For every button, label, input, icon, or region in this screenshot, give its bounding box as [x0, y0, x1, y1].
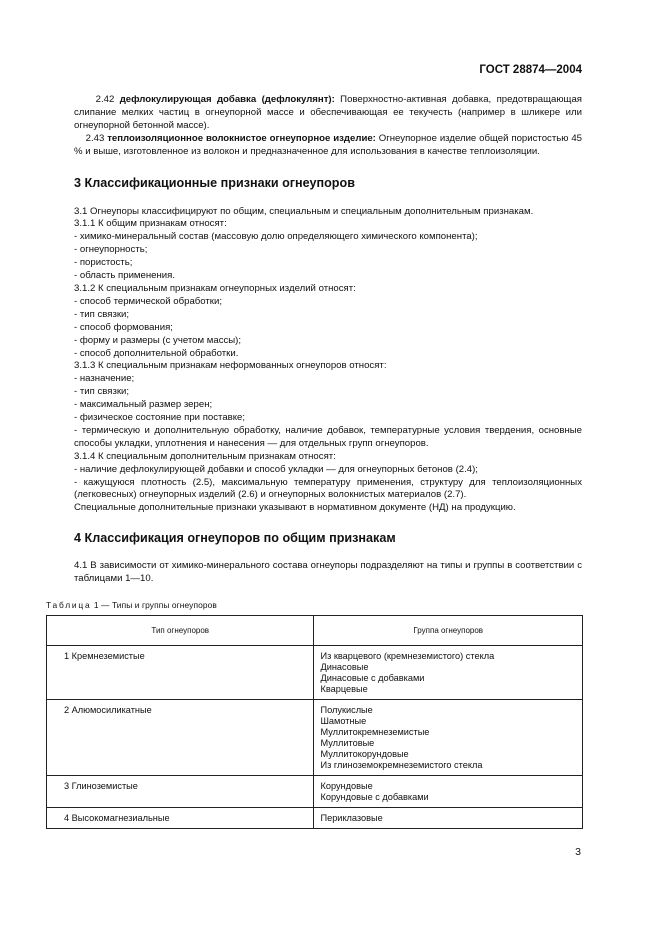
note-paragraph: Специальные дополнительные признаки указывают в нормативном документе (НД) на продукцию.: [74, 502, 516, 514]
clause-3-1-2: 3.1.2 К специальным признакам огнеупорных изделий относят:: [74, 282, 356, 294]
list-item: - тип связки;: [74, 308, 130, 320]
term: теплоизоляционное волокнистое огнеупорное изделие:: [107, 132, 376, 144]
table-row: [47, 646, 583, 700]
list-item: - кажущуюся плотность (2.5), максимальную температуру применения, структуру для теплоизоляционных (легковесных) огнеупорных изделий (2.6) и огнеупорных волокнистых материалов (2.7).: [74, 476, 582, 501]
definition-2-42: 2.42 дефлокулирующая добавка (дефлокулянт): Поверхностно-активная добавка, предотвращающая слипание мелких частиц в огнеупорной массе и обеспечивающая ее текучесть (например в шликере или огнеупорной бетонной массе).: [74, 94, 582, 131]
column-header: Группа огнеупоров: [314, 616, 583, 646]
section-3-title: 3 Классификационные признаки огнеупоров: [74, 175, 355, 190]
clause-3-1-1: 3.1.1 К общим признакам относят:: [74, 218, 227, 230]
list-item: - физическое состояние при поставке;: [74, 412, 246, 424]
table-header-row: [47, 616, 583, 646]
list-item: - химико-минеральный состав (массовую долю определяющего химического компонента);: [74, 231, 478, 243]
list-item: - область применения.: [74, 270, 176, 282]
clause-3-1-4: 3.1.4 К специальным дополнительным признакам относят:: [74, 450, 336, 462]
list-item: - огнеупорность;: [74, 244, 148, 256]
list-item: - максимальный размер зерен;: [74, 399, 213, 411]
clause-3-1-3: 3.1.3 К специальным признакам неформованных огнеупоров относят:: [74, 360, 387, 372]
table-row: [47, 808, 583, 829]
page-content: [46, 94, 582, 829]
list-item: - форму и размеры (с учетом массы);: [74, 334, 242, 346]
list-item: - наличие дефлокулирующей добавки и способ укладки — для огнеупорных бетонов (2.4);: [74, 463, 478, 475]
type-cell: 4 Высокомагнезиальные: [47, 808, 314, 829]
group-cell: Корундовые Корундовые с добавками: [314, 776, 583, 808]
refractory-types-table: [46, 615, 583, 829]
type-cell: 1 Кремнеземистые: [47, 646, 314, 700]
type-cell: 3 Глиноземистые: [47, 776, 314, 808]
list-item: - назначение;: [74, 373, 135, 385]
page-number: 3: [575, 846, 581, 858]
type-cell: 2 Алюмосиликатные: [47, 700, 314, 776]
section-4-title: 4 Классификация огнеупоров по общим признакам: [74, 531, 396, 546]
section-3-body: [74, 206, 582, 516]
list-item: - пористость;: [74, 257, 133, 269]
definition-2-43: 2.43 теплоизоляционное волокнистое огнеупорное изделие: Огнеупорное изделие общей пористостью 45 % и выше, изготовленное из волокон и предназначенное для использования в качестве теплоизоляции.: [74, 132, 582, 157]
list-item: - способ формования;: [74, 321, 173, 333]
term: дефлокулирующая добавка (дефлокулянт):: [119, 94, 335, 105]
clause-4-1: 4.1 В зависимости от химико-минерального состава огнеупоры подразделяют на типы и группы в соответствии с таблицами 1—10.: [74, 560, 582, 585]
table-caption: Таблица 1 — Типы и группы огнеупоров: [46, 600, 217, 611]
list-item: - способ термической обработки;: [74, 295, 223, 307]
group-cell: Периклазовые: [314, 808, 583, 829]
table-row: [47, 700, 583, 776]
column-header: Тип огнеупоров: [47, 616, 314, 646]
list-item: - способ дополнительной обработки.: [74, 347, 239, 359]
clause-3-1: 3.1 Огнеупоры классифицируют по общим, специальным и специальным дополнительным признакам.: [74, 205, 534, 217]
table-row: [47, 776, 583, 808]
group-cell: Из кварцевого (кремнеземистого) стекла Динасовые Динасовые с добавками Кварцевые: [314, 646, 583, 700]
group-cell: Полукислые Шамотные Муллитокремнеземистые Муллитовые Муллитокорундовые Из глиноземокремнеземистого стекла: [314, 700, 583, 776]
document-id: ГОСТ 28874—2004: [479, 64, 582, 76]
list-item: - термическую и дополнительную обработку, наличие добавок, температурные условия твердения, основные способы укладки, уплотнения и нанесения — для отдельных групп огнеупоров.: [74, 424, 582, 449]
list-item: - тип связки;: [74, 386, 130, 398]
